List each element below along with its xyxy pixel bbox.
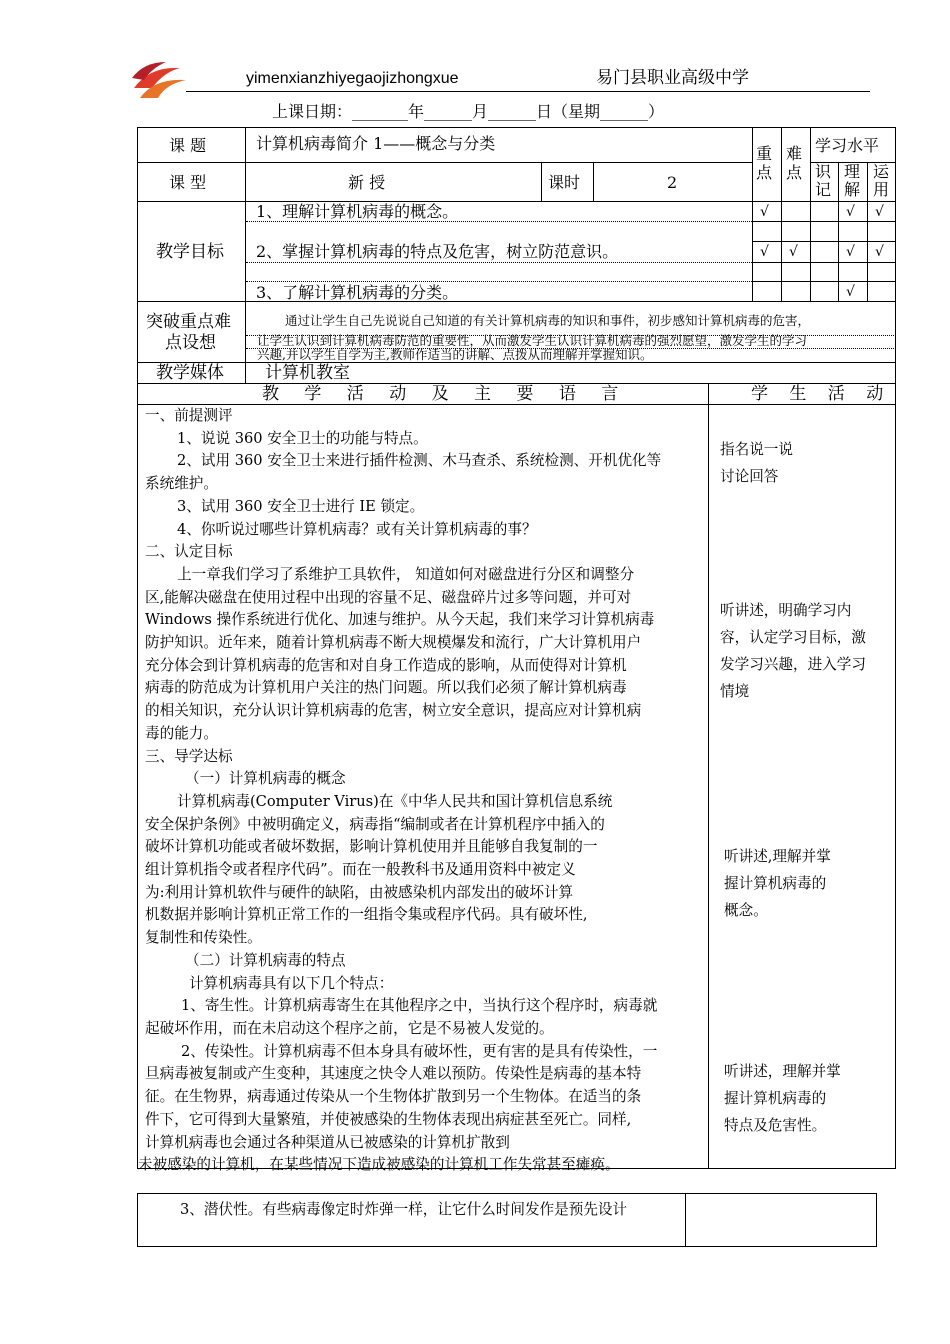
paragraph-line: 计算机病毒也会通过各种渠道从已被感染的计算机扩散到 xyxy=(145,1133,510,1151)
goal-3-mark-understand: √ xyxy=(846,284,855,300)
paragraph-line: 未被感染的计算机，在某些情况下造成被感染的计算机工作失常甚至瘫痪。 xyxy=(138,1156,620,1174)
breakthrough-label-line1: 突破重点难 xyxy=(146,312,231,332)
goal-2-mark-apply: √ xyxy=(875,244,884,260)
hours-value: 2 xyxy=(667,173,678,192)
paragraph-line: 破坏计算机功能或者破坏数据，影响计算机使用并且能够自我复制的一 xyxy=(145,838,598,856)
paragraph-line: 毒的能力。 xyxy=(145,724,218,742)
paragraph-line: 复制性和传染性。 xyxy=(145,929,262,947)
goal-item-2: 2、掌握计算机病毒的特点及危害，树立防范意识。 xyxy=(256,242,619,261)
paragraph-line: 上一章我们学习了系维护工具软件， 知道如何对磁盘进行分区和调整分 xyxy=(177,565,635,583)
hours-label: 课时 xyxy=(548,173,581,192)
goal-item-1: 1、理解计算机病毒的概念。 xyxy=(256,202,459,221)
paragraph-line: 征。在生物界，病毒通过传染从一个生物体扩散到另一个生物体。在适当的条 xyxy=(145,1088,642,1106)
paragraph-line: 组计算机指令或者程序代码”。而在一般教科书及通用资料中被定义 xyxy=(145,861,576,879)
table-border xyxy=(895,127,896,1169)
level-col-memorize: 识记 xyxy=(815,162,832,199)
type-value: 新 授 xyxy=(348,173,386,192)
student-activity-header: 学 生 活 动 xyxy=(751,384,892,404)
goal-1-mark-key: √ xyxy=(760,204,769,220)
header-school-name: 易门县职业高级中学 xyxy=(596,68,749,88)
school-logo xyxy=(130,58,190,104)
paragraph-line: 安全保护条例》中被明确定义，病毒指“编制或者在计算机程序中插入的 xyxy=(145,815,605,833)
student-note-3: 听讲述,理解并掌 握计算机病毒的 概念。 xyxy=(724,848,831,919)
goal-2-mark-understand: √ xyxy=(846,244,855,260)
paragraph-line: 计算机病毒(Computer Virus)在《中华人民共和国计算机信息系统 xyxy=(177,792,613,810)
paragraph-line: 机数据并影响计算机正常工作的一组指令集或程序代码。具有破坏性, xyxy=(145,906,588,924)
type-label: 课 型 xyxy=(169,173,207,192)
goal-1-mark-understand: √ xyxy=(846,204,855,220)
breakthrough-line-2: 让学生认识到计算机病毒防范的重要性，从而激发学生认识计算机病毒的强烈愿望，激发学生的学习 xyxy=(257,333,808,348)
paragraph-line: 1、寄生性。计算机病毒寄生在其他程序之中，当执行这个程序时，病毒就 xyxy=(181,997,658,1015)
paragraph-line: 4、你听说过哪些计算机病毒？或有关计算机病毒的事？ xyxy=(177,520,537,538)
table-border xyxy=(137,127,138,1169)
topic-value: 计算机病毒简介 1——概念与分类 xyxy=(256,134,496,153)
teaching-content xyxy=(138,405,705,1177)
student-note-2: 听讲述，明确学习内 容，认定学习目标，激 发学习兴趣，进入学习 情境 xyxy=(720,602,866,700)
topic-label: 课 题 xyxy=(169,136,207,155)
difficulty-header: 难点 xyxy=(786,144,803,182)
paragraph-line: 起破坏作用，而在未启动这个程序之前，它是不易被人发觉的。 xyxy=(145,1019,554,1037)
paragraph-line: 3、试用 360 安全卫士进行 IE 锁定。 xyxy=(177,497,425,515)
header-pinyin: yimenxianzhiyegaojizhongxue xyxy=(246,70,459,87)
paragraph-line: 2、试用 360 安全卫士来进行插件检测、木马查杀、系统检测、开机优化等 xyxy=(177,452,662,470)
study-level-header: 学习水平 xyxy=(815,136,880,155)
paragraph-line: 充分体会到计算机病毒的危害和对自身工作造成的影响，从而使得对计算机 xyxy=(145,656,627,674)
section-heading: 二、认定目标 xyxy=(145,543,233,561)
paragraph-line: 2、传染性。计算机病毒不但本身具有破坏性，更有害的是具有传染性，一 xyxy=(181,1042,658,1060)
paragraph-line: 的相关知识，充分认识计算机病毒的危害，树立安全意识，提高应对计算机病 xyxy=(145,702,642,720)
paragraph-line: 件下，它可得到大量繁殖，并使被感染的生物体表现出病症甚至死亡。同样, xyxy=(145,1110,632,1128)
paragraph-line: 旦病毒被复制或产生变种，其速度之快令人难以预防。传染性是病毒的基本特 xyxy=(145,1065,642,1083)
breakthrough-label-line2: 点设想 xyxy=(165,333,216,353)
paragraph-line: 系统维护。 xyxy=(145,475,218,493)
header-rule xyxy=(186,91,870,92)
paragraph-line: 区,能解决磁盘在使用过程中出现的容量不足、磁盘碎片过多等问题，并可对 xyxy=(145,588,632,606)
table-border xyxy=(137,127,896,128)
date-line: 上课日期：_______年______月______日（星期______） xyxy=(272,102,665,121)
media-label: 教学媒体 xyxy=(156,363,224,383)
paragraph-line: 病毒的防范成为计算机用户关注的热门问题。所以我们必须了解计算机病毒 xyxy=(145,679,627,697)
student-note-1: 指名说一说 讨论回答 xyxy=(720,441,793,485)
section-heading: 一、前提测评 xyxy=(145,407,233,424)
goal-item-3: 3、了解计算机病毒的分类。 xyxy=(256,283,459,302)
paragraph-line: 1、说说 360 安全卫士的功能与特点。 xyxy=(177,429,428,447)
paragraph-line: 计算机病毒具有以下几个特点： xyxy=(189,974,394,992)
teaching-activity-header: 教 学 活 动 及 主 要 语 言 xyxy=(262,384,629,404)
media-value: 计算机教室 xyxy=(265,363,350,383)
paragraph-line: 为:利用计算机软件与硬件的缺陷，由被感染机内部发出的破坏计算 xyxy=(145,883,574,901)
key-point-header: 重点 xyxy=(756,144,773,182)
page2-paragraph-line: 3、潜伏性。有些病毒像定时炸弹一样，让它什么时间发作是预先设计 xyxy=(180,1201,628,1218)
breakthrough-line-1: 通过让学生自己先说说自己知道的有关计算机病毒的知识和事件，初步感知计算机病毒的危害， xyxy=(285,313,811,328)
subsection-heading: （一）计算机病毒的概念 xyxy=(185,770,346,788)
level-col-understand: 理解 xyxy=(844,162,861,199)
goals-label: 教学目标 xyxy=(156,242,224,262)
goal-1-mark-apply: √ xyxy=(875,204,884,220)
section-heading: 三、导学达标 xyxy=(145,747,233,765)
student-note-4: 听讲述，理解并掌 握计算机病毒的 特点及危害性。 xyxy=(724,1063,841,1134)
goal-2-mark-diff: √ xyxy=(789,244,798,260)
goal-2-mark-key: √ xyxy=(760,244,769,260)
breakthrough-line-3: 兴趣,并以学生自学为主,教师作适当的讲解、点拨从而理解并掌握知识。 xyxy=(257,347,653,362)
level-col-apply: 运用 xyxy=(873,162,890,199)
paragraph-line: Windows 操作系统进行优化、加速与维护。从今天起，我们来学习计算机病毒 xyxy=(145,611,655,629)
paragraph-line: 防护知识。近年来，随着计算机病毒不断大规模爆发和流行，广大计算机用户 xyxy=(145,634,642,652)
subsection-heading: （二）计算机病毒的特点 xyxy=(185,951,346,969)
